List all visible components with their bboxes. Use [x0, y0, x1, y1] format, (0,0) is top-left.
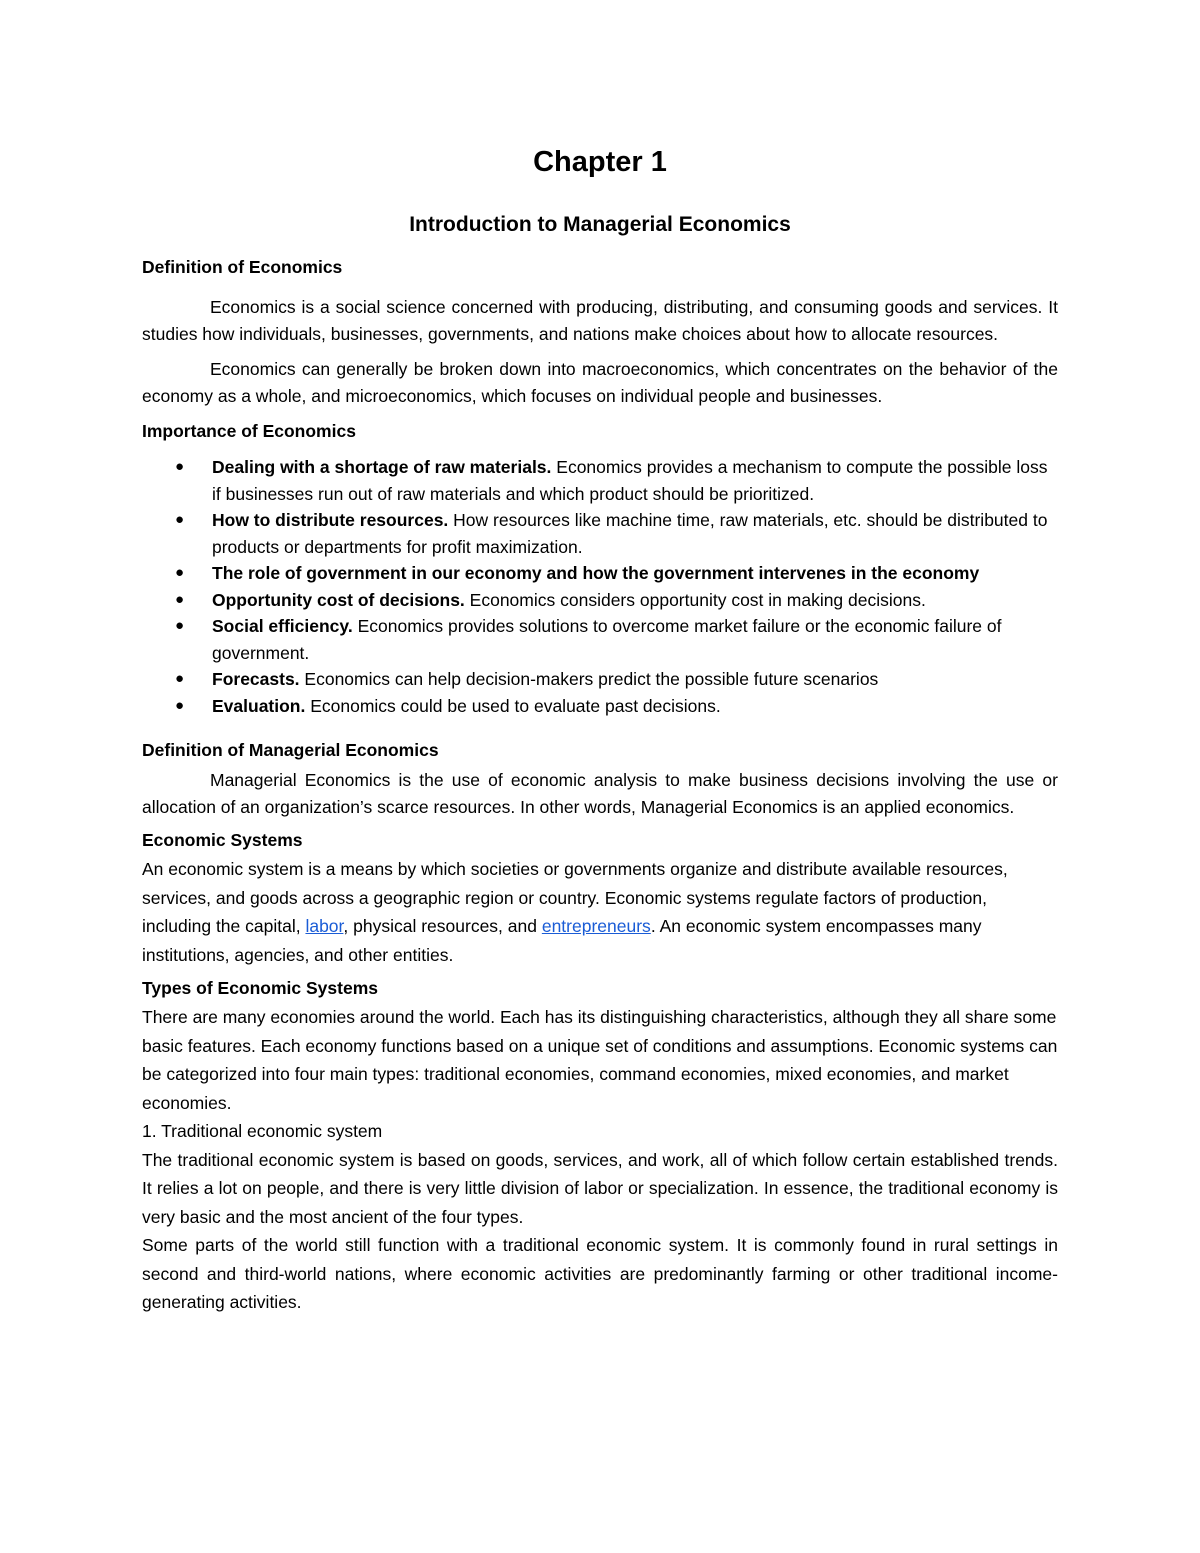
list-item-text: Economics can help decision-makers predict the possible future scenarios — [299, 669, 879, 689]
importance-bullet-list — [142, 454, 1058, 719]
list-item-title: The role of government in our economy and how the government intervenes in the economy — [212, 563, 980, 583]
list-item-title: Social efficiency. — [212, 616, 353, 636]
list-item — [142, 613, 1058, 666]
list-item-text: Economics provides solutions to overcome market failure or the economic failure of government. — [212, 616, 1002, 663]
list-item — [142, 587, 1058, 614]
section-heading-economic-systems: Economic Systems — [142, 830, 303, 850]
section-heading-definition-managerial: Definition of Managerial Economics — [142, 740, 439, 760]
paragraph-text: An economic system is a means by which societies or governments organize and distribute available resources, services, and goods across a geographic region or country. Economic systems regulate factors of production, including the capital, — [142, 859, 1008, 936]
list-item-text: How resources like machine time, raw materials, etc. should be distributed to products or departments for profit maximization. — [212, 510, 1048, 557]
list-item-title: Opportunity cost of decisions. — [212, 589, 465, 610]
list-item-text: Economics considers opportunity cost in making decisions. — [464, 589, 926, 610]
bullet-icon: ● — [175, 458, 185, 475]
entrepreneurs-link[interactable]: entrepreneurs — [541, 916, 651, 936]
list-item — [142, 693, 1058, 720]
paragraph: Some parts of the world still function with a traditional economic system. It is commonly found in rural settings in second and third-world nations, where economic activities are predominantly farming or other traditional income-generating activities. — [142, 1235, 1058, 1312]
subheading-traditional: 1. Traditional economic system — [142, 1121, 383, 1141]
paragraph-economic-systems — [142, 855, 1058, 969]
chapter-heading: Chapter 1 — [533, 146, 667, 178]
list-item — [142, 560, 1058, 587]
paragraph: There are many economies around the world. Each has its distinguishing characteristics, although they all share some basic features. Each economy functions based on a unique set of conditions and assumptions. Economic systems can be categorized into four main types: traditional economies, command economies, mixed economies, and market economies. — [142, 1007, 1058, 1113]
list-item-text: Economics could be used to evaluate past decisions. — [305, 695, 721, 716]
paragraph: Managerial Economics is the use of economic analysis to make business decisions involving the use or allocation of an organization’s scarce resources. In other words, Managerial Economics is an applied economics. — [142, 770, 1058, 817]
list-item-title: Forecasts. — [212, 669, 300, 689]
bullet-icon: ● — [175, 670, 185, 687]
bullet-icon: ● — [175, 617, 185, 634]
paragraph-text: , physical resources, and — [343, 916, 542, 936]
list-item — [142, 666, 1058, 693]
bullet-icon: ● — [175, 696, 185, 714]
list-item-title: Evaluation. — [212, 695, 306, 716]
paragraph: Economics is a social science concerned with producing, distributing, and consuming goods and services. It studies how individuals, businesses, governments, and nations make choices about how to allocate resources. — [142, 297, 1058, 344]
bullet-icon: ● — [175, 564, 185, 581]
bullet-icon: ● — [175, 590, 185, 608]
list-item-text: Economics provides a mechanism to compute the possible loss if businesses run out of raw materials and which product should be prioritized. — [212, 457, 1048, 504]
list-item — [142, 507, 1058, 560]
section-heading-importance-economics: Importance of Economics — [142, 421, 356, 441]
document-title: Introduction to Managerial Economics — [409, 213, 791, 236]
paragraph: The traditional economic system is based on goods, services, and work, all of which follow certain established trends. It relies a lot on people, and there is very little division of labor or specialization. In essence, the traditional economy is very basic and the most ancient of the four types. — [142, 1149, 1058, 1227]
paragraph-text: . An economic system encompasses many institutions, agencies, and other entities. — [142, 916, 982, 965]
section-heading-definition-economics: Definition of Economics — [142, 257, 343, 277]
document-content — [142, 140, 1058, 1317]
list-item — [142, 454, 1058, 507]
labor-link[interactable]: labor — [305, 916, 344, 936]
paragraph: Economics can generally be broken down into macroeconomics, which concentrates on the behavior of the economy as a whole, and microeconomics, which focuses on individual people and businesses. — [142, 359, 1058, 406]
list-item-title: How to distribute resources. — [212, 510, 449, 530]
list-item-title: Dealing with a shortage of raw materials. — [212, 457, 552, 477]
section-heading-types-economic-systems: Types of Economic Systems — [142, 978, 379, 998]
bullet-icon: ● — [175, 511, 185, 528]
